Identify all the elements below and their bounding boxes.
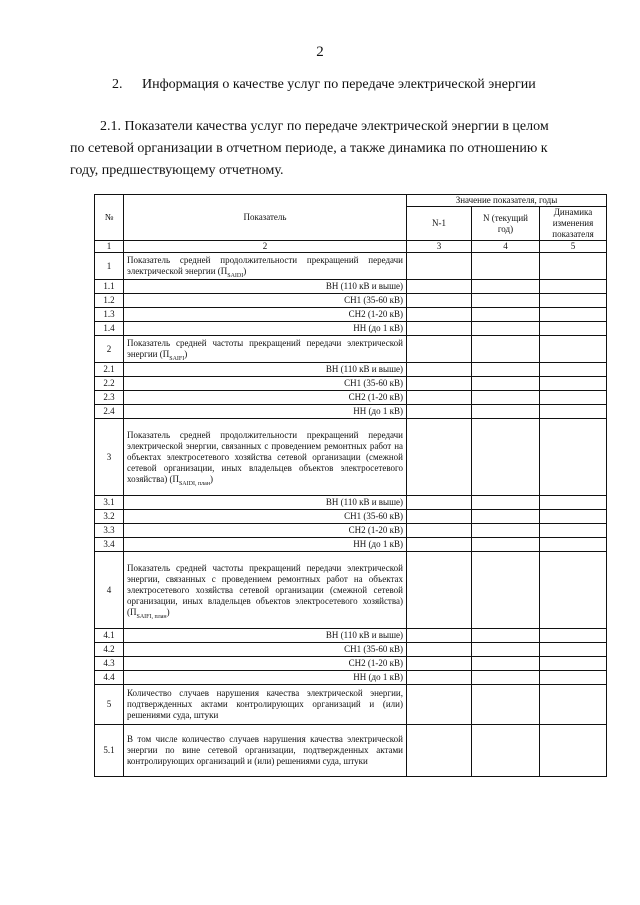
value-cell	[540, 725, 607, 777]
value-cell	[540, 391, 607, 405]
value-cell	[472, 405, 540, 419]
table-row	[95, 253, 607, 280]
value-cell	[407, 377, 472, 391]
value-cell	[472, 629, 540, 643]
table-row	[95, 552, 607, 629]
table-row	[95, 308, 607, 322]
value-cell	[540, 671, 607, 685]
value-cell	[540, 510, 607, 524]
value-cell	[540, 280, 607, 294]
table-row	[95, 363, 607, 377]
row-indicator: ВН (110 кВ и выше)	[124, 363, 407, 377]
row-number: 5	[95, 685, 124, 725]
table-row	[95, 419, 607, 496]
value-cell	[407, 685, 472, 725]
header-n-current: N (текущий год)	[472, 207, 540, 241]
value-cell	[407, 725, 472, 777]
value-cell	[407, 363, 472, 377]
row-number: 3	[95, 419, 124, 496]
value-cell	[407, 643, 472, 657]
value-cell	[540, 308, 607, 322]
row-indicator: СН2 (1-20 кВ)	[124, 391, 407, 405]
table-row	[95, 496, 607, 510]
row-indicator: В том числе количество случаев нарушения качества электрической энергии по вине сетевой организации, подтвержденных актами контролирующих организаций и (или) решениями суда, штуки	[124, 725, 407, 777]
value-cell	[407, 294, 472, 308]
row-number: 1.2	[95, 294, 124, 308]
index-cell: 3	[407, 241, 472, 253]
value-cell	[540, 538, 607, 552]
value-cell	[472, 524, 540, 538]
table-row	[95, 685, 607, 725]
row-number: 5.1	[95, 725, 124, 777]
value-cell	[540, 336, 607, 363]
row-indicator: НН (до 1 кВ)	[124, 405, 407, 419]
row-indicator: СН1 (35-60 кВ)	[124, 377, 407, 391]
header-row-1	[95, 195, 607, 207]
value-cell	[472, 363, 540, 377]
value-cell	[472, 308, 540, 322]
row-indicator: СН1 (35-60 кВ)	[124, 294, 407, 308]
value-cell	[407, 657, 472, 671]
section-number: 2.	[112, 77, 123, 92]
value-cell	[472, 336, 540, 363]
table-row	[95, 510, 607, 524]
row-indicator: Показатель средней продолжительности прекращений передачи электрической энергии $(П_{SAIDI})$	[124, 253, 407, 280]
table-row	[95, 294, 607, 308]
row-number: 2.4	[95, 405, 124, 419]
table-row	[95, 725, 607, 777]
value-cell	[540, 363, 607, 377]
value-cell	[472, 253, 540, 280]
row-indicator: ВН (110 кВ и выше)	[124, 496, 407, 510]
value-cell	[540, 253, 607, 280]
row-indicator: ВН (110 кВ и выше)	[124, 629, 407, 643]
value-cell	[472, 552, 540, 629]
row-indicator: СН1 (35-60 кВ)	[124, 643, 407, 657]
row-number: 4	[95, 552, 124, 629]
value-cell	[407, 524, 472, 538]
table-row	[95, 657, 607, 671]
row-indicator: НН (до 1 кВ)	[124, 538, 407, 552]
row-indicator: Количество случаев нарушения качества электрической энергии, подтвержденных актами контролирующих организаций и (или) решениями суда, штуки	[124, 685, 407, 725]
value-cell	[472, 377, 540, 391]
value-cell	[407, 391, 472, 405]
value-cell	[472, 685, 540, 725]
row-number: 1	[95, 253, 124, 280]
table-row	[95, 538, 607, 552]
row-number: 3.2	[95, 510, 124, 524]
value-cell	[540, 419, 607, 496]
value-cell	[407, 552, 472, 629]
value-cell	[472, 280, 540, 294]
value-cell	[540, 322, 607, 336]
value-cell	[407, 280, 472, 294]
quality-indicators-table	[94, 194, 607, 777]
row-number: 3.3	[95, 524, 124, 538]
value-cell	[472, 643, 540, 657]
value-cell	[472, 657, 540, 671]
row-number: 2.2	[95, 377, 124, 391]
value-cell	[407, 308, 472, 322]
intro-line-2: по сетевой организации в отчетном периоде, а также динамика по отношению к	[70, 141, 548, 156]
value-cell	[407, 322, 472, 336]
value-cell	[407, 538, 472, 552]
value-cell	[407, 510, 472, 524]
value-cell	[407, 253, 472, 280]
header-n-minus-1: N-1	[407, 207, 472, 241]
value-cell	[407, 419, 472, 496]
value-cell	[472, 671, 540, 685]
row-indicator: СН2 (1-20 кВ)	[124, 524, 407, 538]
row-number: 4.4	[95, 671, 124, 685]
value-cell	[540, 377, 607, 391]
row-indicator: СН1 (35-60 кВ)	[124, 510, 407, 524]
value-cell	[472, 419, 540, 496]
value-cell	[472, 538, 540, 552]
value-cell	[472, 510, 540, 524]
row-number: 1.3	[95, 308, 124, 322]
value-cell	[540, 552, 607, 629]
intro-line-1: 2.1. Показатели качества услуг по передаче электрической энергии в целом	[100, 119, 549, 134]
row-number: 1.4	[95, 322, 124, 336]
table-row	[95, 524, 607, 538]
value-cell	[540, 294, 607, 308]
table-row	[95, 629, 607, 643]
row-indicator: Показатель средней частоты прекращений передачи электрической энергии $(П_{SAIFI})$	[124, 336, 407, 363]
section-heading	[112, 77, 536, 93]
row-indicator: НН (до 1 кВ)	[124, 671, 407, 685]
row-indicator: Показатель средней продолжительности прекращений передачи электрической энергии, связанных с проведением ремонтных работ на объектах электросетевого хозяйства сетевой организации (смежной сетевой организации, иных владельцев объектов электросетевого хозяйства) $(П_{SAIDI, план})$	[124, 419, 407, 496]
row-number: 4.3	[95, 657, 124, 671]
value-cell	[472, 496, 540, 510]
value-cell	[407, 496, 472, 510]
value-cell	[472, 322, 540, 336]
section-title: Информация о качестве услуг по передаче электрической энергии	[142, 77, 536, 92]
index-cell: 5	[540, 241, 607, 253]
value-cell	[540, 524, 607, 538]
value-cell	[540, 405, 607, 419]
intro-line-3: году, предшествующему отчетному.	[70, 163, 284, 178]
row-indicator: Показатель средней частоты прекращений передачи электрической энергии, связанных с проведением ремонтных работ на объектах электросетевого хозяйства сетевой организации (смежной сетевой организации, иных владельцев объектов электросетевого хозяйства) $(П_{SAIFI, план})$	[124, 552, 407, 629]
value-cell	[472, 294, 540, 308]
table-row	[95, 377, 607, 391]
row-number: 3.1	[95, 496, 124, 510]
header-values-group: Значение показателя, годы	[407, 195, 607, 207]
index-cell: 4	[472, 241, 540, 253]
header-no: №	[95, 195, 124, 241]
table-row	[95, 336, 607, 363]
value-cell	[540, 496, 607, 510]
row-number: 1.1	[95, 280, 124, 294]
row-indicator: ВН (110 кВ и выше)	[124, 280, 407, 294]
index-row	[95, 241, 607, 253]
value-cell	[407, 405, 472, 419]
row-indicator: СН2 (1-20 кВ)	[124, 657, 407, 671]
row-number: 2	[95, 336, 124, 363]
header-dynamics: Динамика изменения показателя	[540, 207, 607, 241]
header-indicator: Показатель	[124, 195, 407, 241]
page-number: 2	[316, 44, 324, 60]
value-cell	[540, 629, 607, 643]
row-indicator: СН2 (1-20 кВ)	[124, 308, 407, 322]
row-indicator: НН (до 1 кВ)	[124, 322, 407, 336]
table-row	[95, 671, 607, 685]
table-row	[95, 280, 607, 294]
value-cell	[540, 685, 607, 725]
value-cell	[407, 336, 472, 363]
value-cell	[407, 671, 472, 685]
table-row	[95, 391, 607, 405]
value-cell	[472, 391, 540, 405]
value-cell	[540, 643, 607, 657]
row-number: 2.3	[95, 391, 124, 405]
value-cell	[540, 657, 607, 671]
table-row	[95, 322, 607, 336]
row-number: 3.4	[95, 538, 124, 552]
table-row	[95, 405, 607, 419]
value-cell	[472, 725, 540, 777]
row-number: 4.1	[95, 629, 124, 643]
row-number: 4.2	[95, 643, 124, 657]
table-row	[95, 643, 607, 657]
index-cell: 1	[95, 241, 124, 253]
value-cell	[407, 629, 472, 643]
index-cell: 2	[124, 241, 407, 253]
intro-paragraph	[70, 116, 602, 182]
row-number: 2.1	[95, 363, 124, 377]
